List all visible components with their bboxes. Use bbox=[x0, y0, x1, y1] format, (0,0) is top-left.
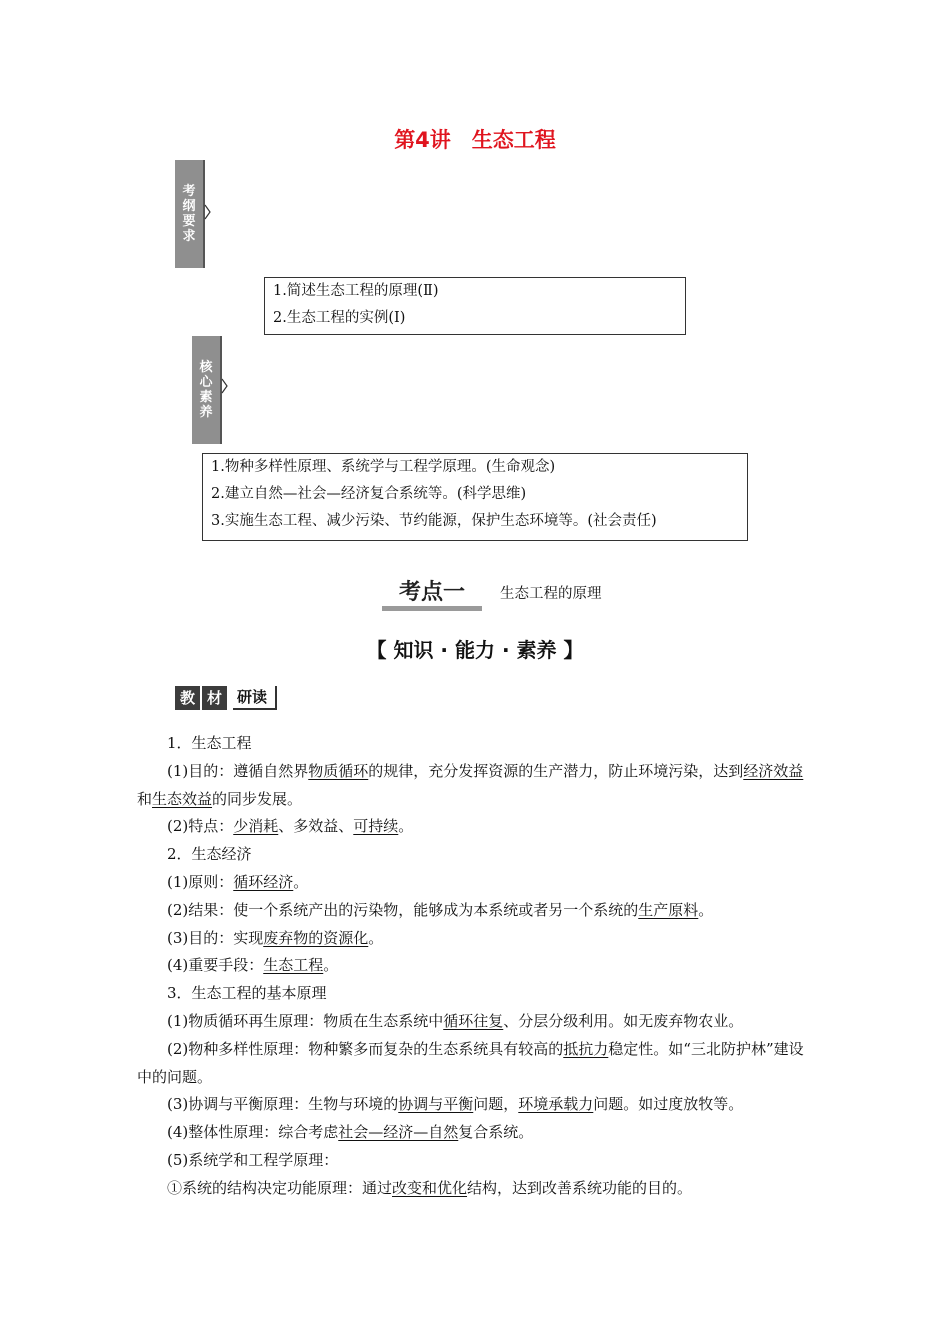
content-body bbox=[137, 730, 817, 1203]
core-literacy-box bbox=[202, 453, 748, 541]
section-header: 【 知识 · 能力 · 素养 】 bbox=[366, 638, 584, 662]
requirements-box bbox=[264, 277, 686, 335]
core-literacy-tab bbox=[192, 336, 222, 444]
badge-label: 研读 bbox=[233, 686, 277, 710]
tab-char: 考 bbox=[182, 184, 196, 199]
tab-char: 求 bbox=[182, 229, 196, 244]
core-item: 2.建立自然—社会—经济复合系统等。(科学思维) bbox=[211, 486, 527, 502]
badge-char: 教 bbox=[175, 686, 200, 710]
tab-char: 心 bbox=[199, 375, 213, 390]
text-line: (1)原则：循环经济。 bbox=[167, 872, 309, 891]
core-item: 3.实施生态工程、减少污染、节约能源，保护生态环境等。(社会责任) bbox=[211, 513, 657, 529]
text-line: (4)重要手段：生态工程。 bbox=[167, 956, 339, 975]
text-line: (3)协调与平衡原理：生物与环境的协调与平衡问题，环境承载力问题。如过度放牧等。 bbox=[167, 1095, 744, 1114]
tab-char: 纲 bbox=[182, 199, 196, 214]
heading-line: 3．生态工程的基本原理 bbox=[167, 984, 327, 1003]
badge-char: 材 bbox=[202, 686, 227, 710]
kaodian-subtitle: 生态工程的原理 bbox=[500, 586, 602, 602]
textbook-reading-badge bbox=[175, 686, 277, 716]
chevron-right-icon bbox=[204, 204, 212, 220]
kaodian-title: 考点一 bbox=[382, 580, 482, 611]
heading-line: 2．生态经济 bbox=[167, 845, 252, 864]
tab-char: 要 bbox=[182, 214, 196, 229]
text-line: ①系统的结构决定功能原理：通过改变和优化结构，达到改善系统功能的目的。 bbox=[167, 1178, 693, 1197]
tab-char: 养 bbox=[199, 405, 213, 420]
tab-char: 素 bbox=[199, 390, 213, 405]
text-line: (4)整体性原理：综合考虑社会—经济—自然复合系统。 bbox=[167, 1123, 534, 1142]
text-line: (3)目的：实现废弃物的资源化。 bbox=[167, 928, 384, 947]
page-title: 第4讲 生态工程 bbox=[394, 128, 556, 152]
requirement-item: 2.生态工程的实例(Ⅰ) bbox=[273, 310, 406, 326]
requirements-tab bbox=[175, 160, 205, 268]
heading-line: 1．生态工程 bbox=[167, 734, 252, 752]
text-line: (2)特点：少消耗、多效益、可持续。 bbox=[167, 817, 414, 836]
text-line: (1)物质循环再生原理：物质在生态系统中循环往复、分层分级利用。如无废弃物农业。 bbox=[167, 1011, 744, 1030]
text-line: (5)系统学和工程学原理： bbox=[167, 1150, 339, 1169]
core-item: 1.物种多样性原理、系统学与工程学原理。(生命观念) bbox=[211, 459, 556, 475]
chevron-right-icon bbox=[221, 378, 229, 394]
text-line: (2)物种多样性原理：物种繁多而复杂的生态系统具有较高的抵抗力稳定性。如“三北防护林”建设中的问题。 bbox=[137, 1039, 804, 1086]
text-line: (2)结果：使一个系统产出的污染物，能够成为本系统或者另一个系统的生产原料。 bbox=[167, 900, 714, 919]
requirement-item: 1.简述生态工程的原理(Ⅱ) bbox=[273, 283, 439, 299]
text-line: (1)目的：遵循自然界物质循环的规律，充分发挥资源的生产潜力，防止环境污染，达到经济效益和生态效益的同步发展。 bbox=[137, 761, 804, 808]
tab-char: 核 bbox=[199, 360, 213, 375]
